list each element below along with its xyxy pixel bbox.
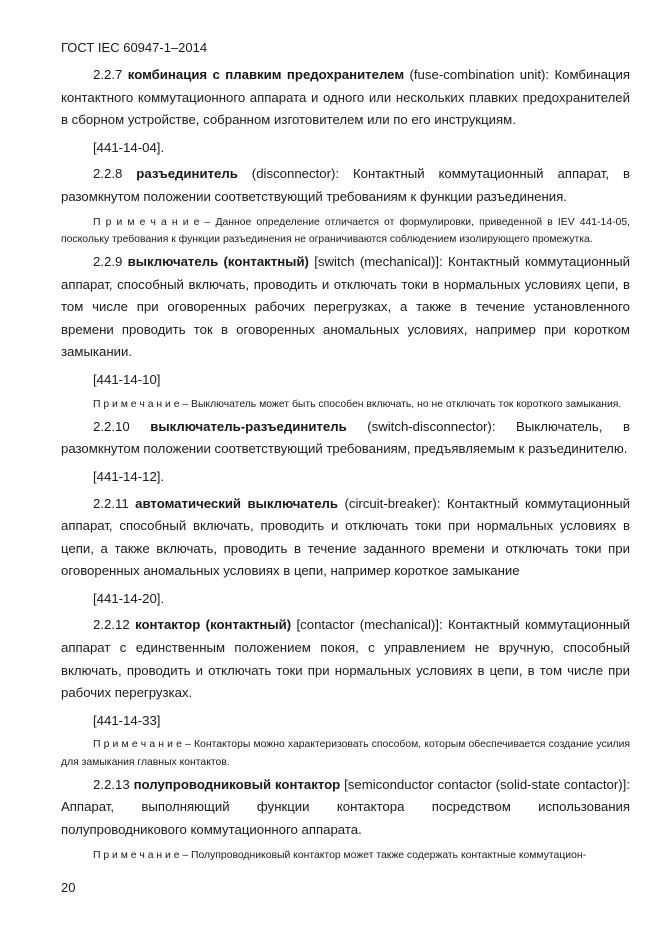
entry-2-2-10 [61, 416, 630, 461]
entry-definition: (disconnector): Контактный коммутационный аппарат, в разомкнутом положении соответствующий требованиям к функции разъединения. [61, 166, 630, 204]
document-body [61, 64, 630, 867]
entry-note [61, 847, 630, 864]
note-label: П р и м е ч а н и е [93, 216, 200, 228]
entry-2-2-9 [61, 251, 630, 364]
entry-term: выключатель (контактный) [127, 253, 309, 269]
entry-reference: [441-14-10] [93, 371, 161, 387]
entry-number: 2.2.11 [93, 495, 129, 511]
entry-number: 2.2.7 [93, 67, 123, 82]
entry-reference: [441-14-12]. [93, 468, 165, 484]
entry-2-2-12 [61, 614, 630, 704]
entry-term: автоматический выключатель [135, 495, 339, 511]
entry-definition: [contactor (mechanical)]: Контактный коммутационный аппарат с единственным положением покоя, с управлением не вручную, способный включать, проводить и отключать токи при нормальных условиях в цепи, в том числе при рабочих перегрузках. [61, 617, 630, 701]
entry-term: разъединитель [136, 166, 238, 182]
entry-number: 2.2.12 [93, 617, 130, 633]
note-text: – Контакторы можно характеризовать способом, которым обеспечивается создание усилия для замыкания главных контактов. [61, 739, 630, 768]
page-number: 20 [61, 880, 76, 895]
entry-number: 2.2.13 [93, 776, 130, 792]
entry-definition: (fuse-combination unit): Комбинация контактного коммутационного аппарата и одного или нескольких плавких предохранителей в сборном устройстве, собранном изготовителем или по его инструкциям. [61, 67, 630, 128]
entry-definition: [switch (mechanical)]: Контактный коммутационный аппарат, способный включать, проводить и отключать токи в нормальных условиях цепи, в том числе при оговоренных рабочих перегрузках, а также в течение установленного времени проводить ток в оговоренных аномальных условиях, например при коротком замыкании. [61, 253, 630, 360]
note-label: П р и м е ч а н и е [93, 398, 180, 410]
document-header: ГОСТ IEC 60947-1–2014 [61, 40, 208, 55]
entry-2-2-13 [61, 774, 630, 842]
entry-number: 2.2.8 [93, 166, 123, 182]
entry-reference: [441-14-20]. [93, 590, 165, 606]
note-text: – Полупроводниковый контактор может также содержать контактные коммутацион- [179, 849, 587, 861]
entry-2-2-8 [61, 163, 630, 208]
entry-definition: (switch-disconnector): Выключатель, в разомкнутом положении соответствующий требованиям, предъявляемым к разъединителю. [61, 418, 630, 457]
note-text: – Данное определение отличается от формулировки, приведенной в IEV 441-14-05, поскольку требования к функции разъединения не ограничиваются соблюдением изолирующего промежутка. [61, 216, 631, 245]
entry-reference: [441-14-33] [93, 712, 161, 728]
entry-reference: [441-14-04]. [93, 139, 165, 155]
entry-definition: [semiconductor contactor (solid-state contactor)]: Аппарат, выполняющий функции контактора посредством использования полупроводникового коммутационного аппарата. [61, 776, 630, 838]
entry-term: полупроводниковый контактор [133, 776, 341, 792]
entry-number: 2.2.10 [93, 418, 130, 434]
note-label: П р и м е ч а н и е [93, 849, 180, 861]
entry-2-2-11 [61, 493, 630, 583]
note-text: – Выключатель может быть способен включать, но не отключать ток короткого замыкания. [179, 398, 622, 410]
entry-note [61, 736, 630, 770]
entry-number: 2.2.9 [93, 253, 123, 269]
note-label: П р и м е ч а н и е [93, 739, 182, 751]
entry-term: комбинация с плавким предохранителем [127, 67, 405, 82]
entry-term: выключатель-разъединитель [150, 418, 347, 434]
entry-term: контактор (контактный) [135, 617, 292, 633]
entry-note [61, 214, 630, 248]
entry-note [61, 396, 630, 413]
entry-2-2-7 [61, 64, 630, 132]
entry-definition: (circuit-breaker): Контактный коммутационный аппарат, способный включать, проводить и отключать токи при нормальных условиях в цепи, а также включать, проводить в течение заданного времени и отключать токи при оговоренных аномальных условиях в цепи, например короткое замыкание [61, 495, 631, 579]
